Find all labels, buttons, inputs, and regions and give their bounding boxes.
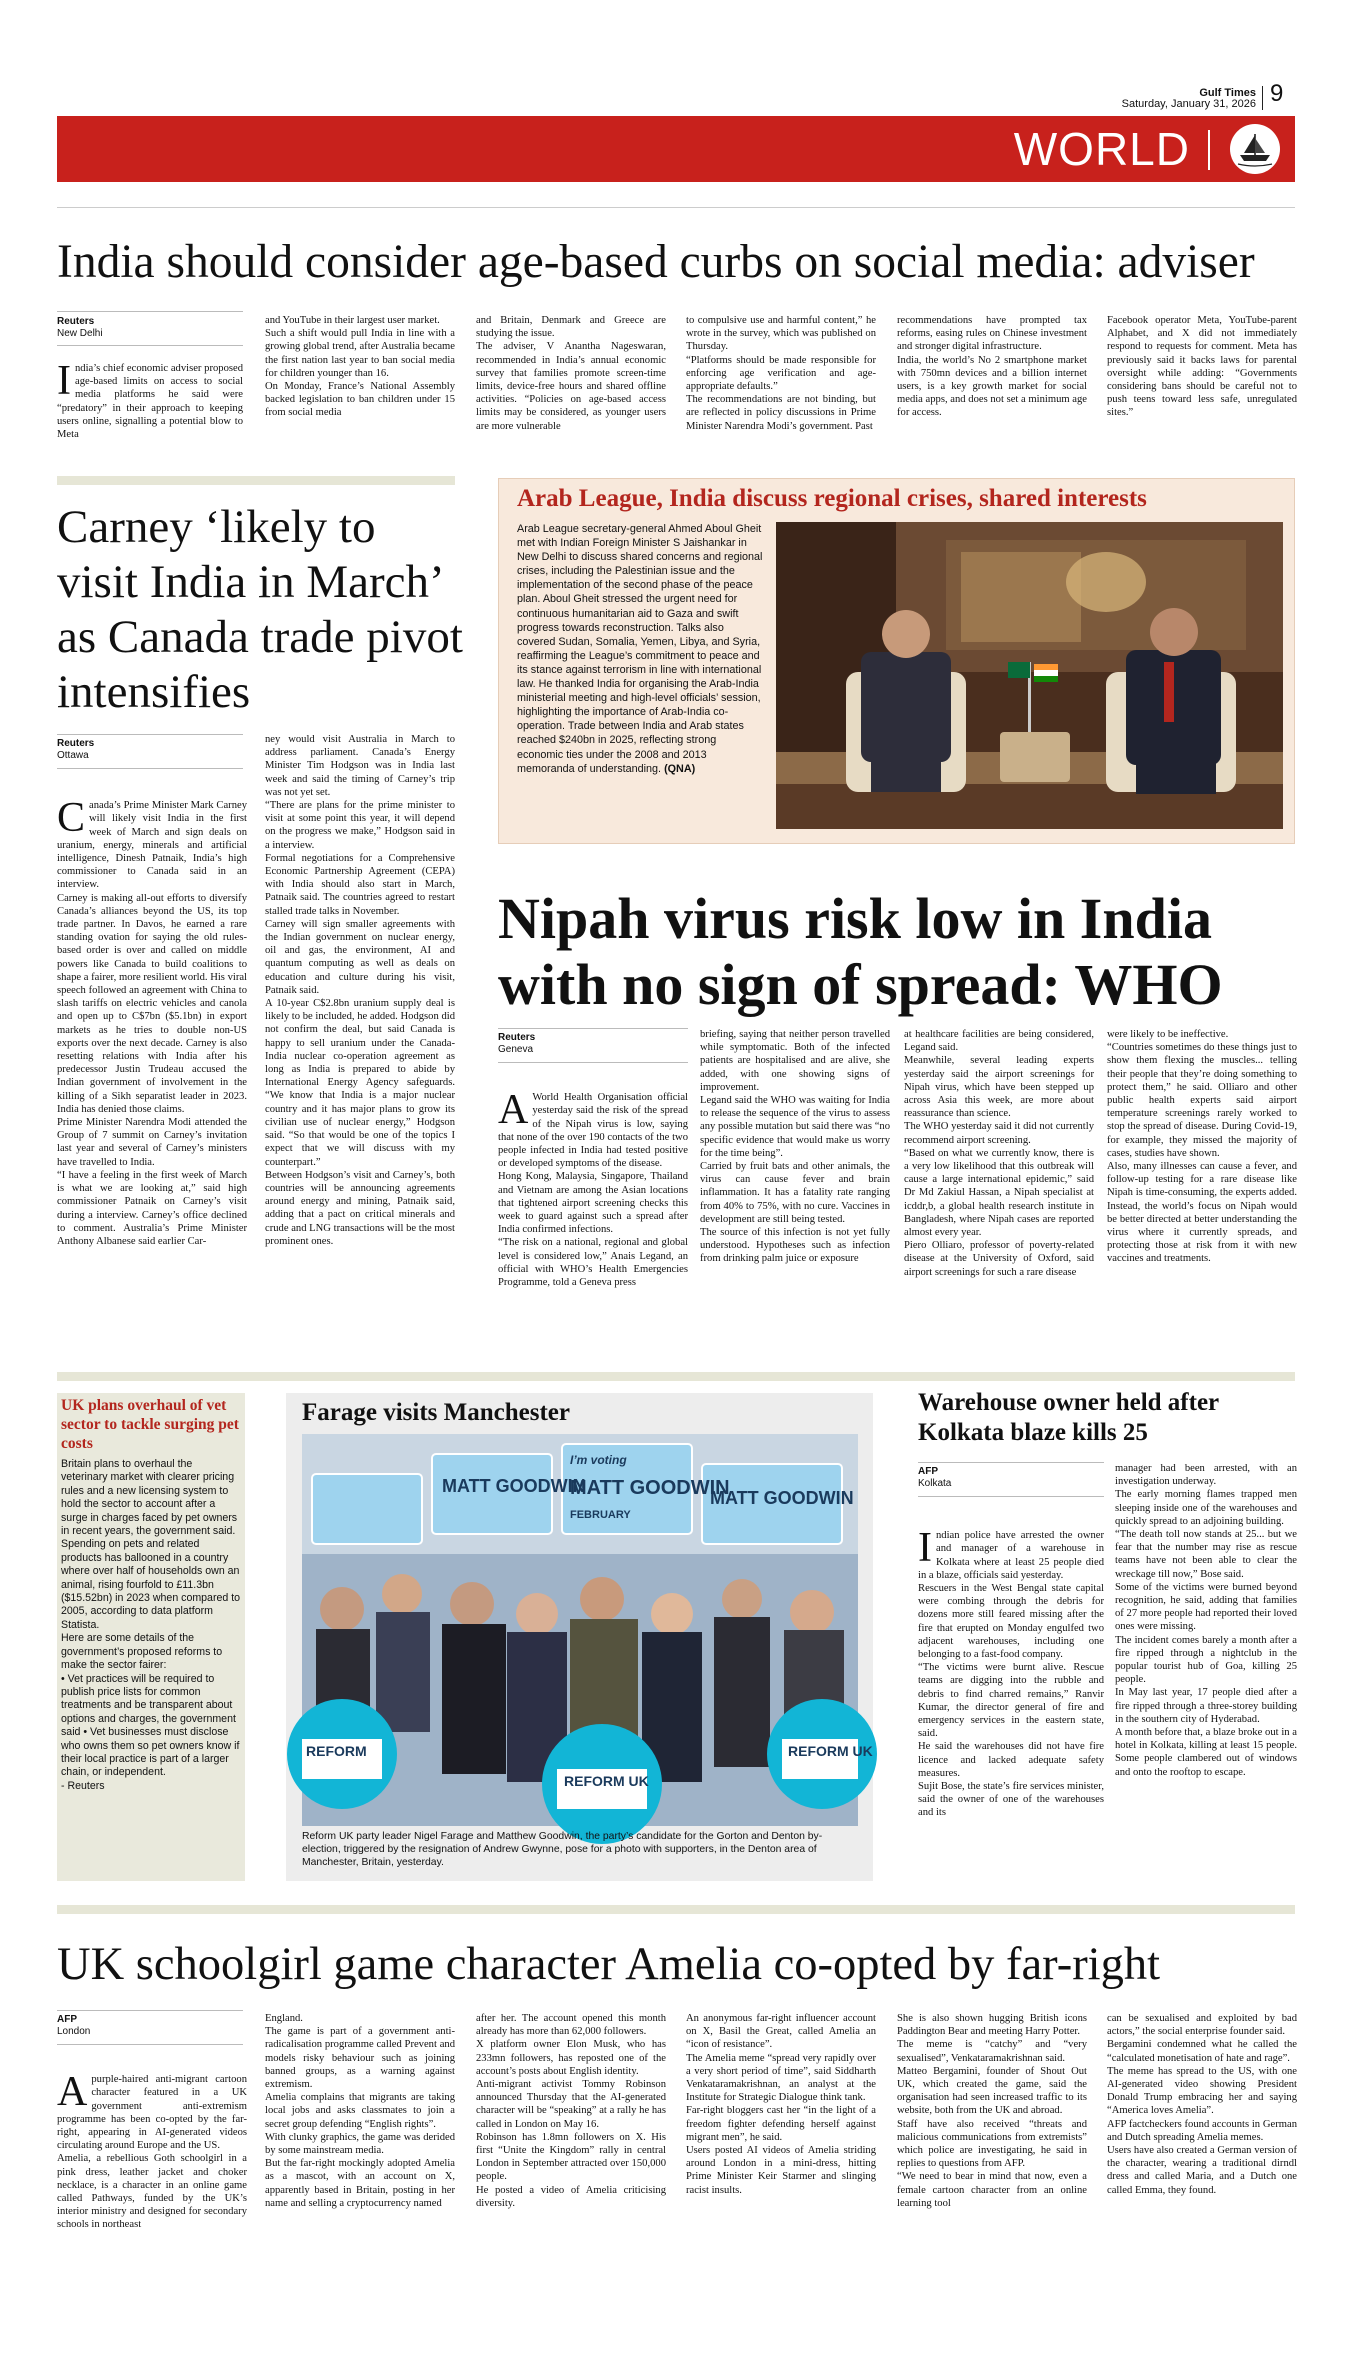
story4-column-1	[498, 1078, 688, 1289]
story1-column-4: to compulsive use and harmful content,” he wrote in the survey, which was published on Thursday. “Platforms should be made responsible for enforcing age verification and age-appropriate defaults.” The recommendations are not binding, but are reflected in policy discussions in Prime Minister Narendra Modi’s government. Past	[686, 315, 876, 432]
story4-column-3: at healthcare facilities are being considered, Legand said. Meanwhile, several leading experts yesterday said the airport screenings for Nipah virus, which have been stepped up across Asia this week, are more about reassurance than science. The WHO yesterday said it did not currently recommend airport screening. “Based on what we currently know, there is a very low likelihood that this outbreak will cause a large international epidemic,” said Dr Md Zakiul Hassan, a Nipah specialist at icddr,b, a global health research institute in Bangladesh, where Nipah cases are reported almost every year. Piero Olliaro, professor of poverty-related disease at the University of Oxford, said airport screenings for such a rare disease	[904, 1029, 1094, 1278]
story7-byline-rule	[918, 1462, 1104, 1463]
placard-text-2: I’m voting	[570, 1453, 627, 1467]
story4-column-2: briefing, saying that neither person travelled while symptomatic. Both of the infected patients are hospitalised and are alive, she added, with one showing signs of improvement. Legand said the WHO was waiting for India to release the sequence of the virus to assess any possible mutation but said there was “no specific evidence that would make us worry for the time being”. Carried by fruit bats and other animals, the virus can cause fever and brain inflammation. It has a fatality rate ranging from 40% to 75%, with no cure. Vaccines in development are still being tested. The source of this infection is not yet fully understood. Hypotheses such as infection from drinking palm juice or exposure	[700, 1029, 890, 1265]
issue-date: Saturday, January 31, 2026	[1121, 98, 1256, 110]
story4-byline-rule2	[498, 1062, 688, 1063]
story8-agency: AFP	[57, 2014, 77, 2025]
arab-league-photo	[776, 522, 1283, 829]
divider-middle	[57, 1372, 1295, 1381]
story1-column-2: and YouTube in their largest user market. Such a shift would pull India in line with a growing global trend, after Australia became the first nation last year to ban social media for children younger than 16. On Monday, France’s National Assembly backed legislation to ban children under 15 from social media	[265, 315, 455, 419]
story4-byline	[498, 1032, 688, 1056]
story3-body: Arab League secretary-general Ahmed Aboul Gheit met with Indian Foreign Minister S Jaishankar in New Delhi to discuss shared concerns and regional crises, including the Palestinian issue and the implementation of the second phase of the peace plan. Aboul Gheit stressed the urgent need for continuous humanitarian aid to Gaza and swift progress towards reconstruction. Talks also covered Sudan, Somalia, Yemen, Libya, and Syria, reaffirming the League’s commitment to peace and its stance against terrorism in line with international law. He thanked India for organising the Arab-India ministerial meeting and high-level officials’ session, highlighting the importance of Arab-India co-operation. Trade between India and Arab states reached $240bn in 2025, reflecting strong economic ties under the 2008 and 2013 memoranda of understanding.	[517, 523, 763, 775]
story4-agency: Reuters	[498, 1032, 536, 1043]
story1-byline	[57, 316, 243, 340]
story7-dropcap: I	[918, 1525, 932, 1572]
story2-byline-rule	[57, 734, 243, 735]
story3-credit: (QNA)	[664, 762, 696, 775]
story4-headline: Nipah virus risk low in India with no sign of spread: WHO	[498, 886, 1223, 1017]
story8-column-6: can be sexualised and exploited by bad actors,” the social enterprise founder said. Bergamini condemned what he called the “calculated monetisation of hate and rage”. The meme has spread to the US, with one AI-generated video showing President Donald Trump embracing her and saying “America loves Amelia”. AFP factcheckers found accounts in German and Dutch spreading Amelia memes. Users have also created a German version of the character, wearing a traditional dirndl dress and called Maria, and a Dutch one called Emma, they found.	[1107, 2013, 1297, 2196]
story2-column-1	[57, 786, 247, 1248]
story1-column-1	[57, 358, 243, 441]
page-number: 9	[1270, 80, 1284, 107]
placard-text-6: REFORM	[306, 1743, 367, 1759]
story8-col1-text: purple-haired anti-migrant cartoon character featured in a UK government anti-extremism programme has been co-opted by the far-right, appearing in AI-generated videos circulating around Europe and the US. Amelia, a rebellious Goth schoolgirl in a pink dress, leather jacket and choker necklace, is a character in an online game called Pathways, funded by the UK’s interior ministry and designed for secondary schools in northeast	[57, 2074, 247, 2231]
story2-dateline: Ottawa	[57, 750, 89, 761]
story1-col1-text: ndia’s chief economic adviser proposed age-based limits on access to social media platforms he said were “predatory” in their approach to keeping users online, signalling a potential blow to Meta	[57, 363, 243, 441]
story8-byline-rule	[57, 2010, 243, 2011]
story1-dropcap: I	[57, 358, 71, 404]
story8-column-2: England. The game is part of a government anti-radicalisation programme called Prevent and models risky behaviour such as joining banned groups, as a warning against extremism. Amelia complains that migrants are taking local jobs and asks classmates to join a secret group defending “English rights”. With clunky graphics, the game was derided by some mainstream media. But the far-right mockingly adopted Amelia as a mascot, with an account on X, apparently based in Britain, posting in her name and selling a cryptocurrency named	[265, 2013, 455, 2209]
story5-headline: UK plans overhaul of vet sector to tackle surging pet costs	[61, 1397, 239, 1452]
story8-headline: UK schoolgirl game character Amelia co-opted by far-right	[57, 1939, 1161, 1990]
section-title: WORLD	[1013, 123, 1190, 175]
story1-byline-rule	[57, 311, 243, 312]
story7-col1-text: ndian police have arrested the owner and manager of a warehouse in Kolkata where at least 25 people died in a blaze, officials said yesterday. Rescuers in the West Bengal state capital were combing through the debris for dozens more still feared missing after the fire that erupted on Monday engulfed two adjacent warehouses, including one belonging to a fast-food company. “The victims were burnt alive. Rescue teams are digging into the rubble and debris to find charred remains,” Ranvir Kumar, the director general of fire and emergency services in the eastern state, said. He said the warehouses did not have fire licence and lacked adequate safety measures. Sujit Bose, the state’s fire services minister, said the owner of one of the warehouses and its	[918, 1530, 1104, 1819]
story4-column-4: were likely to be ineffective. “Countries sometimes do these things just to show them flexing the muscles... telling their people that they’re doing something to protect them,” he said. Olliaro and other public health experts said airport temperature screenings rarely worked to stop the spread of disease. During Covid-19, for example, they missed the majority of cases, studies have shown. Also, many illnesses can cause a fever, and follow-up testing for a rare disease like Nipah is time-consuming, the experts added. Instead, the world’s focus on Nipah would be better directed at better understanding the virus where it currently spreads, and protecting those at risk from it with new vaccines and treatments.	[1107, 1029, 1297, 1265]
story7-column-2: manager had been arrested, with an investigation underway. The early morning flames trapped men sleeping inside one of the warehouses and quickly spread to an adjoining building. “The death toll now stands at 25... but we fear that the number may rise as rescue teams have not been able to clear the wreckage till now,” Bose said. Some of the victims were burned beyond recognition, he said, adding that families of 27 more people had reported their loved ones were missing. The incident comes barely a month after a fire ripped through a nightclub in the popular tourist hub of Goa, killing 25 people. In May last year, 17 people died after a fire ripped through a three-storey building in the southern city of Hyderabad. A month before that, a blaze broke out in a hotel in Kolkata, killing at least 15 people. Some people clambered out of windows and onto the rooftop to escape.	[1115, 1463, 1297, 1778]
story7-byline	[918, 1466, 1104, 1490]
masthead-divider	[1262, 86, 1263, 110]
story6-headline: Farage visits Manchester	[302, 1399, 570, 1426]
story8-byline-rule2	[57, 2044, 243, 2045]
story1-agency: Reuters	[57, 316, 95, 327]
story1-column-5: recommendations have prompted tax reforms, easing rules on Chinese investment and stronger digital infrastructure. India, the world’s No 2 smartphone market with 750mn devices and a billion internet users, is a key growth market for social media apps, and does not set a minimum age for access.	[897, 315, 1087, 419]
story4-byline-rule	[498, 1028, 688, 1029]
placard-text-5: MATT GOODWIN	[710, 1488, 854, 1508]
story7-dateline: Kolkata	[918, 1478, 952, 1489]
placard-text-8: REFORM UK	[788, 1743, 873, 1759]
story2-col1-text: anada’s Prime Minister Mark Carney will likely visit India in the first week of March and sign deals on uranium, energy, minerals and artificial intelligence, Dinesh Patnaik, India’s high commissioner to Canada said in an interview. Carney is making all-out efforts to diversify Canada’s alliances beyond the US, its top trade partner. In Davos, he earned a rare standing ovation for saying the old rules-based order is over and called on middle powers like Canada to build coalitions to shape a fairer, more resilient world. His viral speech followed an agreement with China to slash tariffs on electric vehicles and canola and open up to C$7bn ($5.1bn) in export markets as he tries to double non-US exports over the next decade. Carney is also resetting relations with India after his predecessor Justin Trudeau accused the Indian government of involvement in the killing of a Sikh separatist leader in 2023. India has denied those claims. Prime Minister Narendra Modi attended the Group of 7 summit on Carney’s invitation last year and several of Carney’s ministers have travelled to India. “I have a feeling in the first week of March is what we are looking at,” said high commissioner Patnaik on Carney’s visit during a interview. Carney’s office declined to comment. Australia’s Prime Minister Anthony Albanese said earlier Car-	[57, 800, 247, 1247]
story2-headline: Carney ‘likely to visit India in March’ as Canada trade pivot intensifies	[57, 501, 463, 718]
story3-headline: Arab League, India discuss regional crises, shared interests	[517, 485, 1147, 512]
story4-dropcap: A	[498, 1087, 529, 1134]
story8-dateline: London	[57, 2026, 91, 2037]
story8-column-3: after her. The account opened this month already has more than 62,000 followers. X platform owner Elon Musk, who has 233mn followers, has reposted one of the account’s posts about English identity. Anti-migrant activist Tommy Robinson announced Thursday that the AI-generated character will be “speaking” at a rally he has called in London on May 16. Robinson has 1.8mn followers on X. His first “Unite the Kingdom” rally in central London in September attracted over 150,000 people. He posted a video of Amelia criticising diversity.	[476, 2013, 666, 2209]
story2-dropcap: C	[57, 795, 86, 842]
story6-caption: Reform UK party leader Nigel Farage and Matthew Goodwin, the party’s candidate for the Gorton and Denton by-election, triggered by the resignation of Andrew Gwynne, pose for a photo with supporters, in the Denton area of Manchester, Britain, yesterday.	[302, 1831, 823, 1868]
placard-text-7: REFORM UK	[564, 1773, 649, 1789]
story7-agency: AFP	[918, 1466, 938, 1477]
story7-column-1	[918, 1516, 1104, 1820]
story8-column-1	[57, 2060, 247, 2232]
top-rule	[57, 207, 1295, 208]
story1-byline-rule2	[57, 345, 243, 346]
story2-agency: Reuters	[57, 738, 95, 749]
story5-text: Britain plans to overhaul the veterinary market with clearer pricing rules and a new licensing system to hold the sector to account after a surge in charges faced by pet owners in recent years, the government said. Spending on pets and related products has ballooned in a country where over half of households own an animal, rising fourfold to £11.3bn ($15.52bn) in 2023 when compared to 2005, according to data platform Statista. Here are some details of the government’s proposed reforms to make the sector fairer: • Vet practices will be required to publish price lists for common treatments and be transparent about options and charges, the government said • Vet businesses must disclose who owns them so pet owners know if their local practice is part of a larger chain, or independent. - Reuters	[61, 1458, 241, 1792]
story3-text	[517, 522, 765, 776]
story8-dropcap: A	[57, 2069, 88, 2116]
story1-column-3: and Britain, Denmark and Greece are studying the issue. The adviser, V Anantha Nageswaran, recommended in India’s annual economic survey that families promote screen-time limits, device-free hours and shared offline activities. “Policies on age-based access limits may be considered, as younger users are more vulnerable	[476, 315, 666, 432]
story1-column-6: Facebook operator Meta, YouTube-parent Alphabet, and X did not immediately respond to requests for comment. Meta has previously said it backs laws for parental oversight while adding: “Governments considering bans should be careful not to push teens toward less safe, unregulated sites.”	[1107, 315, 1297, 419]
divider-story1	[57, 476, 455, 485]
dhow-logo-icon	[1228, 122, 1282, 176]
story1-headline: India should consider age-based curbs on social media: adviser	[57, 236, 1255, 288]
farage-photo	[302, 1434, 873, 1826]
story2-column-2: ney would visit Australia in March to address parliament. Canada’s Energy Minister Tim Hodgson was in India last week and said the timing of Carney’s trip was not yet set. “There are plans for the prime minister to visit at some point this year, it will depend on the progress we make,” Hodgson said in a interview. Formal negotiations for a Comprehensive Economic Partnership Agreement (CEPA) with India should also start in March, Patnaik said. The countries agreed to restart stalled trade talks in November. Carney will sign smaller agreements with the Indian government on nuclear energy, oil and gas, the environment, AI and quantum computing as well as deals on education and culture during his visit, Patnaik said. A 10-year C$2.8bn uranium supply deal is likely to be included, he added. Hodgson did not confirm the deal, but said Canada is happy to sell uranium under the Canada-India nuclear co-operation agreement as long as India is prepared to abide by International Energy Agency safeguards. “We know that India is a major nuclear country and it has major plans to grow its civilian use of nuclear energy,” Hodgson said. “So that would be one of the topics I expect that we will discuss with my counterpart.” Between Hodgson’s visit and Carney’s, both countries will be announcing agreements around energy and mining, Patnaik said, adding that a pact on critical minerals and crude and LNG transactions will be the most prominent ones.	[265, 734, 455, 1247]
placard-text-4: FEBRUARY	[570, 1509, 631, 1521]
paper-name: Gulf Times	[1199, 87, 1256, 99]
placard-text-3: MATT GOODWIN	[570, 1477, 730, 1499]
story2-byline-rule2	[57, 768, 243, 769]
story2-byline	[57, 738, 243, 762]
story8-byline	[57, 2014, 243, 2038]
story7-byline-rule2	[918, 1496, 1104, 1497]
story8-column-4: An anonymous far-right influencer account on X, Basil the Great, called Amelia an “icon of resistance”. The Amelia meme “spread very rapidly over a very short period of time”, said Siddharth Venkataramakrishnan, an analyst at the Institute for Strategic Dialogue think tank. Far-right bloggers cast her “in the light of a freedom fighter defending herself against migrant men”, he said. Users posted AI videos of Amelia striding around London in a mini-dress, hitting Prime Minister Keir Starmer and slinging racist insults.	[686, 2013, 876, 2196]
story4-dateline: Geneva	[498, 1044, 534, 1055]
story8-column-5: She is also shown hugging British icons Paddington Bear and meeting Harry Potter. The meme is “catchy” and “very sexualised”, Venkataramakrishnan said. Matteo Bergamini, founder of Shout Out UK, which created the game, said the organisation had seen increased traffic to its website, both from the UK and abroad. Staff have also received “threats and malicious communications from extremists” which police are investigating, he said in replies to questions from AFP. “We need to bear in mind that now, even a female cartoon character from an online learning tool	[897, 2013, 1087, 2209]
story4-col1-text: World Health Organisation official yesterday said the risk of the spread of the Nipah virus is low, saying that none of the over 190 contacts of the two people infected in India had tested positive or developed symptoms of the disease. Hong Kong, Malaysia, Singapore, Thailand and Vietnam are among the Asian locations that tightened airport screening checks this week to guard against such a spread after India confirmed infections. “The risk on a national, regional and global level is considered low,” Anais Legand, an official with WHO’s Health Emergencies Programme, told a Geneva press	[498, 1092, 688, 1289]
placard-text-1: MATT GOODWIN	[442, 1476, 586, 1496]
story1-dateline: New Delhi	[57, 328, 103, 339]
divider-bottom	[57, 1905, 1295, 1914]
story7-headline: Warehouse owner held after Kolkata blaze kills 25	[918, 1389, 1219, 1446]
section-divider	[1208, 130, 1210, 170]
